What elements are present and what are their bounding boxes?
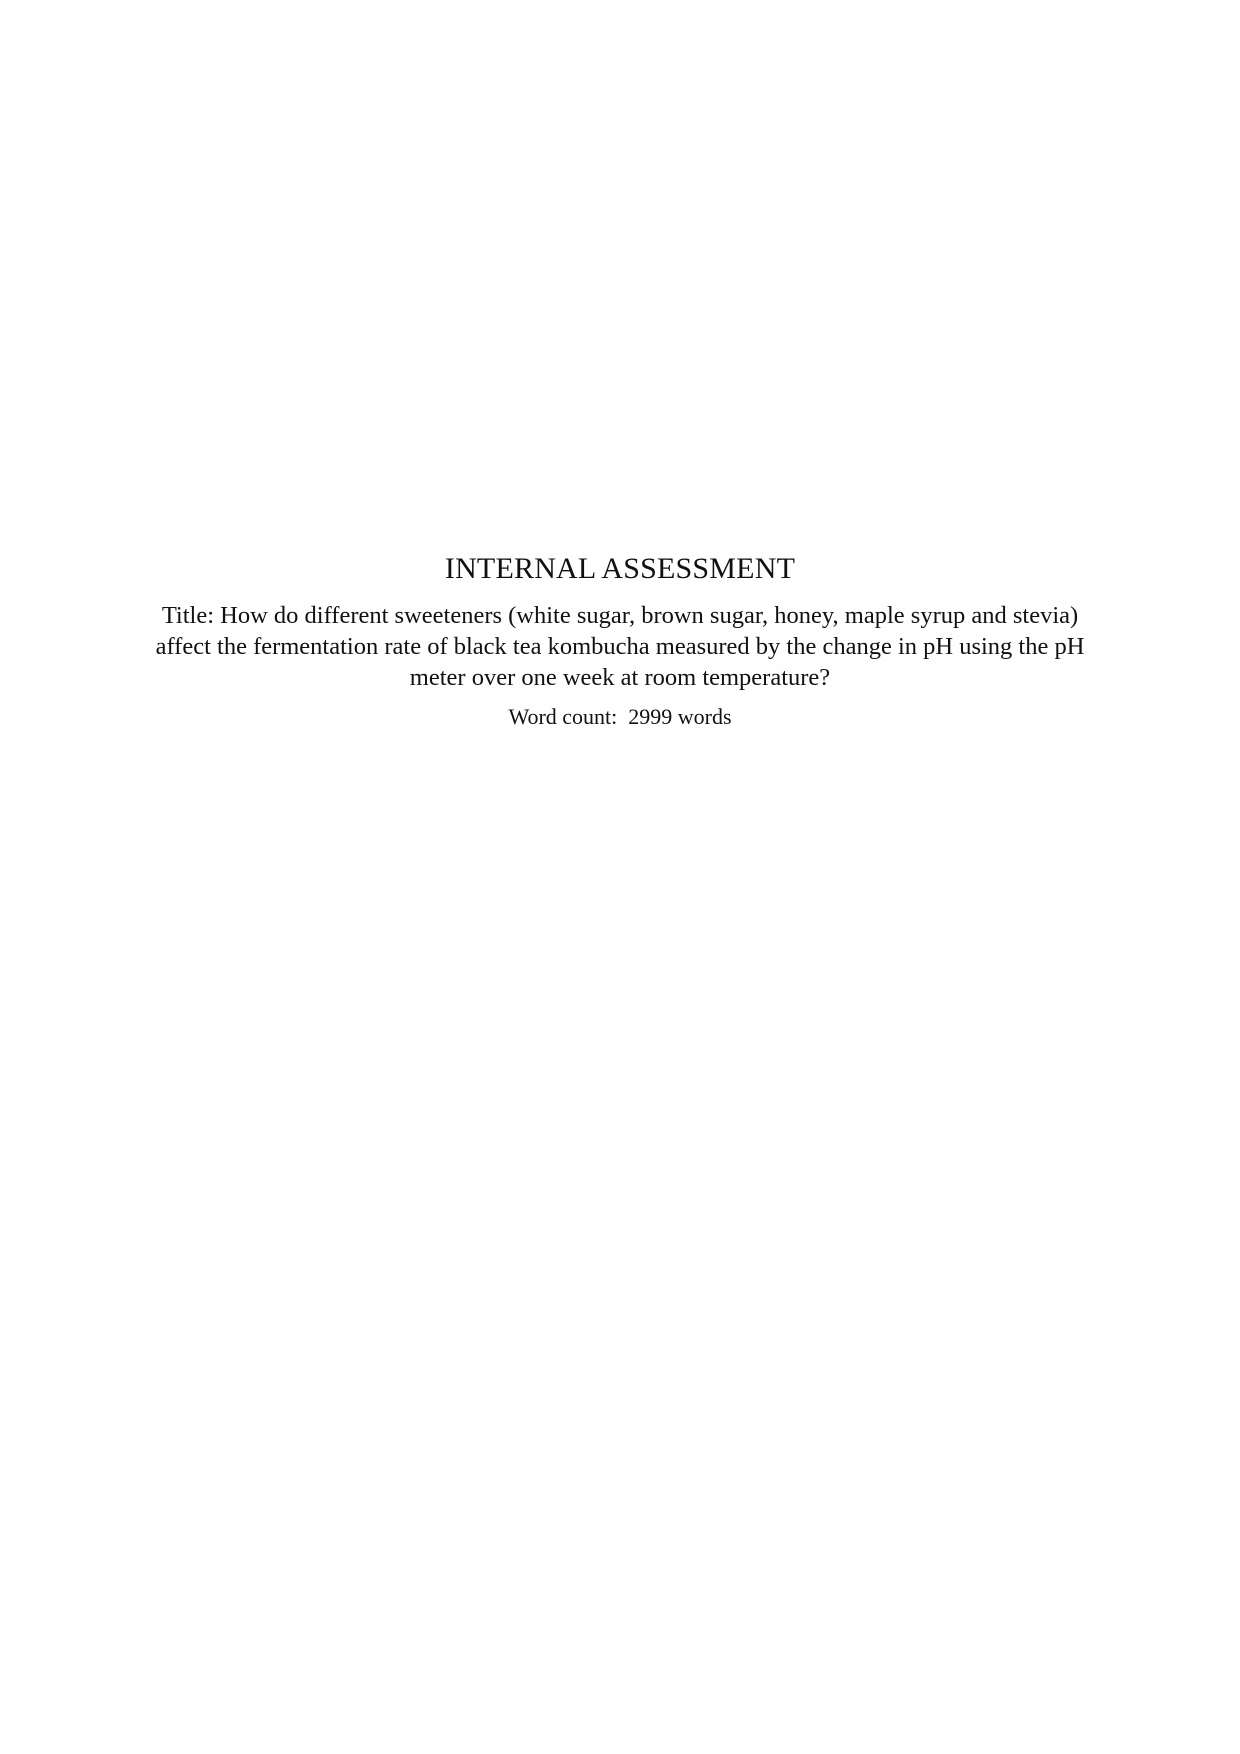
cover-block xyxy=(130,550,1110,731)
assessment-title: Title: How do different sweeteners (white sugar, brown sugar, honey, maple syrup and stevia) affect the fermentation rate of black tea kombucha measured by the change in pH using the pH meter over one week at room temperature? xyxy=(155,602,1085,691)
page-heading: INTERNAL ASSESSMENT xyxy=(444,552,796,585)
word-count: Word count: 2999 words xyxy=(508,704,732,729)
